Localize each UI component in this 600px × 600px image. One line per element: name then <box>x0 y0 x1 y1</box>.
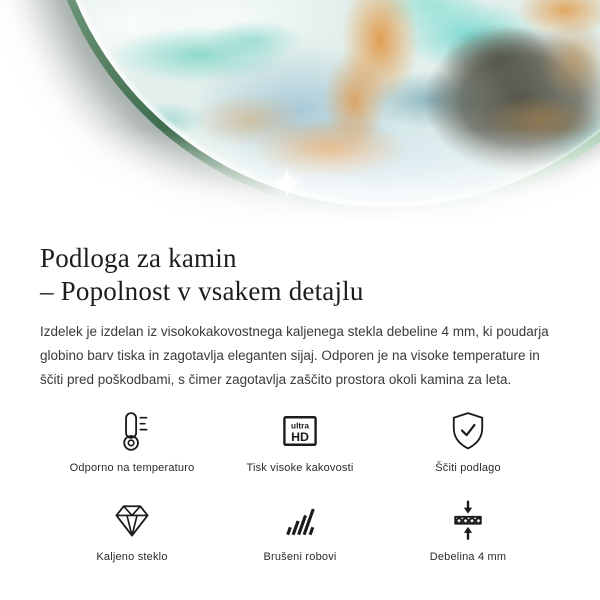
diamond-icon <box>110 497 154 543</box>
thermometer-icon <box>110 408 154 454</box>
feature-thickness <box>384 497 552 564</box>
thickness-icon <box>446 497 490 543</box>
feature-label: Brušeni robovi <box>263 551 337 563</box>
features-grid <box>40 408 560 564</box>
product-description: Izdelek je izdelan iz visokokakovostnega kaljenega stekla debeline 4 mm, ki poudarja globino barv tiska in zagotavlja eleganten sijaj. Odporen je na visoke temperature in ščiti pred poškodbami, s čimer zagotavlja zaščito prostora okoli kamina za leta. <box>40 324 549 387</box>
page-title <box>40 242 560 308</box>
ultra-hd-icon <box>278 408 322 454</box>
feature-polished-edges <box>216 497 384 564</box>
hd-label: HD <box>291 430 309 445</box>
feature-tempered-glass <box>48 497 216 564</box>
product-image <box>0 0 600 238</box>
feature-label: Kaljeno steklo <box>96 551 168 563</box>
beveled-edges-icon <box>278 497 322 543</box>
shield-check-icon <box>446 408 490 454</box>
title-line-1: Podloga za kamin <box>40 243 237 273</box>
ultra-label: ultra <box>291 421 309 431</box>
glass-disc <box>41 0 600 215</box>
content-section <box>0 242 600 564</box>
feature-label: Odporno na temperaturo <box>69 462 195 474</box>
sparkle-icon <box>269 165 305 201</box>
marble-artwork <box>49 0 600 207</box>
feature-temperature-resistant <box>48 408 216 475</box>
feature-label: Ščiti podlago <box>435 462 501 474</box>
feature-label: Debelina 4 mm <box>429 551 507 563</box>
feature-protects-surface <box>384 408 552 475</box>
feature-label: Tisk visoke kakovosti <box>246 462 354 474</box>
title-line-2: – Popolnost v vsakem detajlu <box>40 276 364 306</box>
feature-print-quality <box>216 408 384 475</box>
